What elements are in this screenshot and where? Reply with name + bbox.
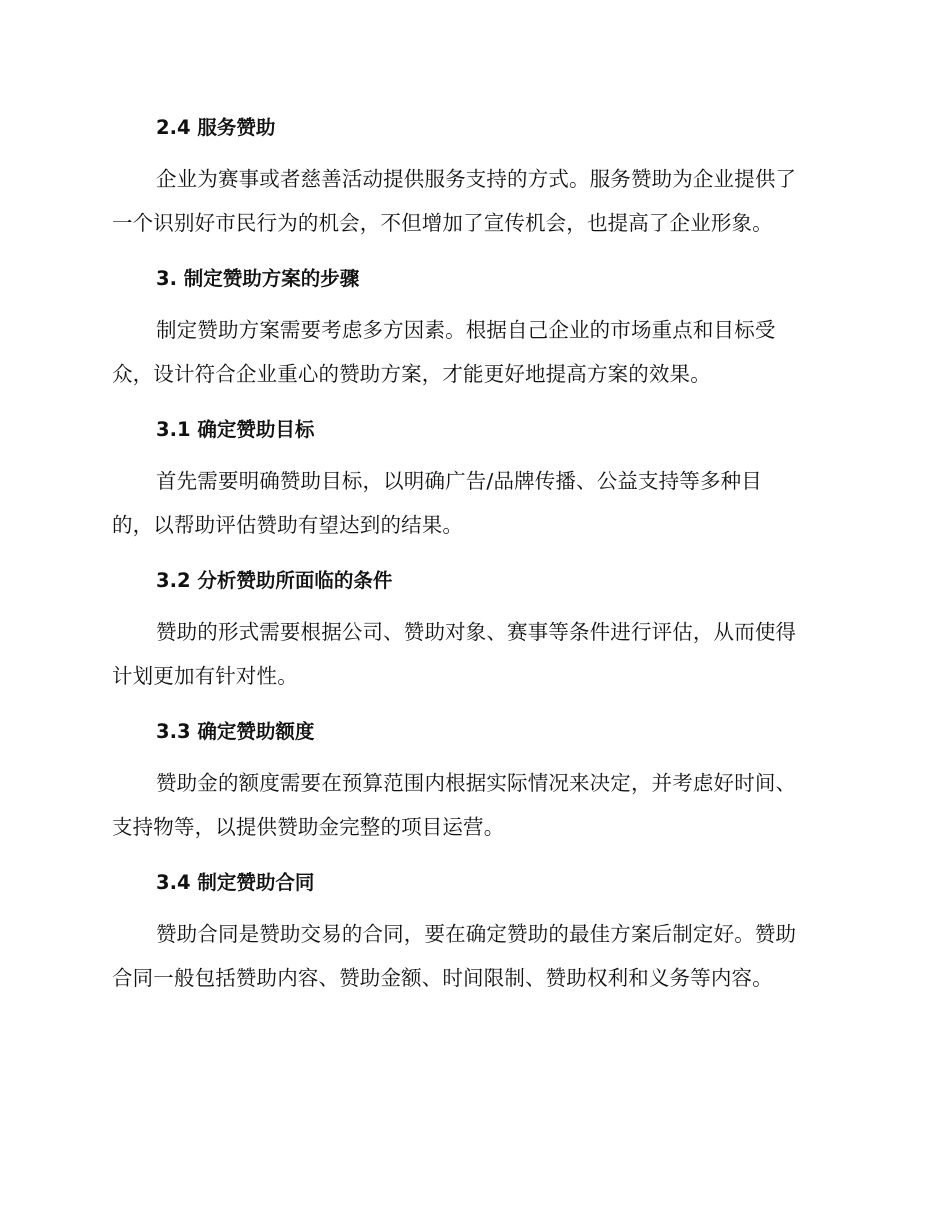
section-heading-2-4: 2.4 服务赞助 bbox=[156, 116, 276, 139]
section-paragraph-3-1 bbox=[112, 459, 837, 547]
section-paragraph-3-4 bbox=[112, 912, 837, 1000]
section-paragraph-3-3 bbox=[112, 761, 837, 849]
section-heading-3-2: 3.2 分析赞助所面临的条件 bbox=[156, 569, 393, 592]
paragraph-line: 众，设计符合企业重心的赞助方案，才能更好地提高方案的效果。 bbox=[112, 362, 711, 386]
section-heading-3-3: 3.3 确定赞助额度 bbox=[156, 720, 315, 743]
section-paragraph-3-2 bbox=[112, 610, 837, 698]
paragraph-line: 赞助金的额度需要在预算范围内根据实际情况来决定，并考虑好时间、 bbox=[156, 771, 797, 795]
paragraph-line: 首先需要明确赞助目标，以明确广告/品牌传播、公益支持等多种目 bbox=[156, 469, 762, 493]
section-heading-3: 3. 制定赞助方案的步骤 bbox=[156, 267, 360, 290]
paragraph-line: 的，以帮助评估赞助有望达到的结果。 bbox=[112, 513, 464, 537]
section-heading-3-4: 3.4 制定赞助合同 bbox=[156, 871, 315, 894]
section-paragraph-3 bbox=[112, 308, 837, 396]
paragraph-line: 赞助的形式需要根据公司、赞助对象、赛事等条件进行评估，从而使得 bbox=[156, 620, 797, 644]
paragraph-line: 支持物等，以提供赞助金完整的项目运营。 bbox=[112, 815, 505, 839]
paragraph-line: 赞助合同是赞助交易的合同，要在确定赞助的最佳方案后制定好。赞助 bbox=[156, 922, 797, 946]
document-body bbox=[112, 112, 837, 1000]
paragraph-line: 一个识别好市民行为的机会，不但增加了宣传机会，也提高了企业形象。 bbox=[112, 211, 773, 235]
paragraph-line: 制定赞助方案需要考虑多方因素。根据自己企业的市场重点和目标受 bbox=[156, 318, 776, 342]
paragraph-line: 合同一般包括赞助内容、赞助金额、时间限制、赞助权利和义务等内容。 bbox=[112, 966, 773, 990]
section-paragraph-2-4 bbox=[112, 157, 837, 245]
paragraph-line: 计划更加有针对性。 bbox=[112, 664, 298, 688]
paragraph-line: 企业为赛事或者慈善活动提供服务支持的方式。服务赞助为企业提供了 bbox=[156, 167, 797, 191]
section-heading-3-1: 3.1 确定赞助目标 bbox=[156, 418, 315, 441]
